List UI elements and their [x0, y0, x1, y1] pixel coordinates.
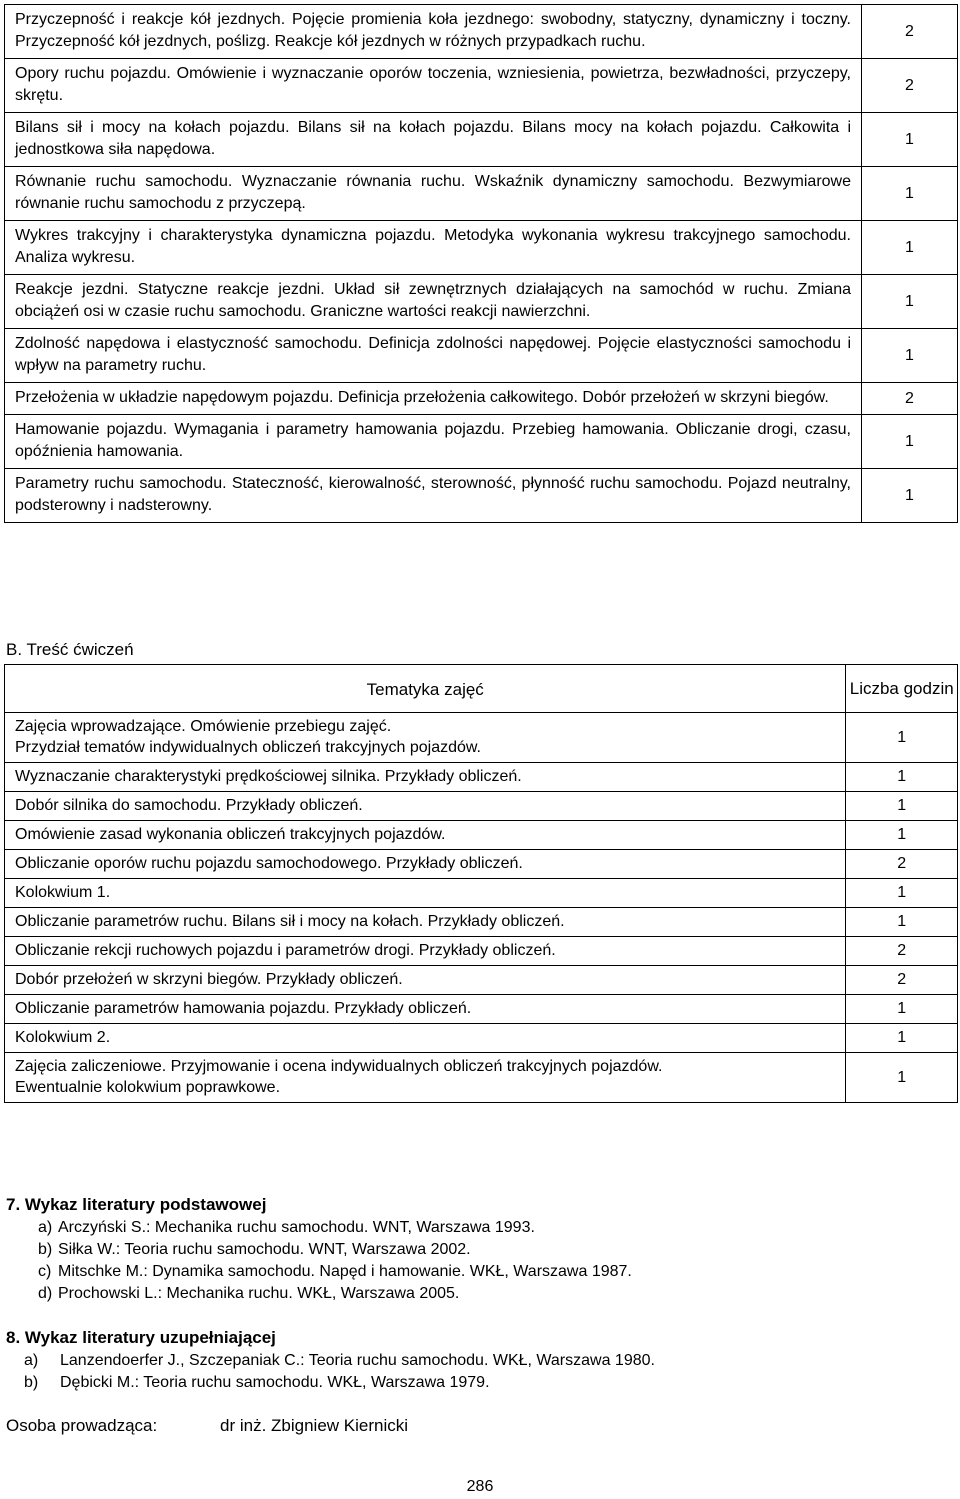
list-item-label: a) [24, 1352, 39, 1369]
section-b-title: B. Treść ćwiczeń [6, 640, 134, 659]
exercise-topic: Dobór przełożeń w skrzyni biegów. Przykłady obliczeń. [5, 966, 846, 995]
list-item-text: Lanzendoerfer J., Szczepaniak C.: Teoria ruchu samochodu. WKŁ, Warszawa 1980. [60, 1352, 655, 1369]
table-row [5, 59, 958, 113]
table-row [5, 937, 958, 966]
exercise-topic: Kolokwium 1. [5, 879, 846, 908]
table-row [5, 713, 958, 763]
lecture-hours: 1 [862, 221, 958, 275]
table-header-row [5, 665, 958, 713]
list-item [6, 1239, 632, 1261]
list-item [6, 1217, 632, 1239]
lecture-topic: Wykres trakcyjny i charakterystyka dynamiczna pojazdu. Metodyka wykonania wykresu trakcyjnego samochodu. Analiza wykresu. [5, 221, 862, 275]
literature-basic [6, 1195, 632, 1305]
exercise-hours: 1 [846, 1024, 958, 1053]
list-item [6, 1372, 655, 1394]
table-row [5, 850, 958, 879]
table-row [5, 879, 958, 908]
leader-label: Osoba prowadząca: [6, 1416, 158, 1435]
table-row [5, 995, 958, 1024]
lecture-hours: 1 [862, 415, 958, 469]
exercise-topic: Obliczanie parametrów hamowania pojazdu. Przykłady obliczeń. [5, 995, 846, 1024]
lecture-hours: 1 [862, 113, 958, 167]
exercise-hours: 1 [846, 763, 958, 792]
table-row [5, 908, 958, 937]
course-leader [6, 1416, 408, 1436]
exercise-topic: Kolokwium 2. [5, 1024, 846, 1053]
lecture-topic: Opory ruchu pojazdu. Omówienie i wyznaczanie oporów toczenia, wzniesienia, powietrza, bezwładności, przyczepy, skrętu. [5, 59, 862, 113]
lecture-topic: Równanie ruchu samochodu. Wyznaczanie równania ruchu. Wskaźnik dynamiczny samochodu. Bezwymiarowe równanie ruchu samochodu z przyczepą. [5, 167, 862, 221]
lecture-topics-table [4, 4, 958, 523]
list-item-text: Arczyński S.: Mechanika ruchu samochodu. WNT, Warszawa 1993. [58, 1219, 535, 1236]
table-row [5, 415, 958, 469]
list-item-text: Siłka W.: Teoria ruchu samochodu. WNT, Warszawa 2002. [58, 1241, 471, 1258]
lecture-hours: 1 [862, 167, 958, 221]
list-item [6, 1283, 632, 1305]
list-item-label: b) [38, 1241, 53, 1258]
lecture-topic: Reakcje jezdni. Statyczne reakcje jezdni. Układ sił zewnętrznych działających na samochód w ruchu. Zmiana obciążeń osi w czasie ruchu samochodu. Graniczne wartości reakcji nawierzchni. [5, 275, 862, 329]
lecture-hours: 2 [862, 5, 958, 59]
exercise-hours: 2 [846, 966, 958, 995]
lecture-hours: 1 [862, 275, 958, 329]
literature-extra [6, 1328, 655, 1394]
header-topic: Tematyka zajęć [5, 665, 846, 713]
list-item [6, 1350, 655, 1372]
table-row [5, 469, 958, 523]
table-row [5, 792, 958, 821]
exercise-topic: Wyznaczanie charakterystyki prędkościowej silnika. Przykłady obliczeń. [5, 763, 846, 792]
exercise-topic: Omówienie zasad wykonania obliczeń trakcyjnych pojazdów. [5, 821, 846, 850]
table-row [5, 167, 958, 221]
exercise-topic: Zajęcia zaliczeniowe. Przyjmowanie i ocena indywidualnych obliczeń trakcyjnych pojazdów. Ewentualnie kolokwium poprawkowe. [5, 1053, 846, 1103]
list-item-label: a) [38, 1219, 53, 1236]
lecture-hours: 2 [862, 383, 958, 415]
page-number: 286 [466, 1478, 494, 1495]
literature-extra-title: 8. Wykaz literatury uzupełniającej [6, 1328, 276, 1347]
exercise-hours: 1 [846, 792, 958, 821]
exercise-topic: Dobór silnika do samochodu. Przykłady obliczeń. [5, 792, 846, 821]
list-item-label: d) [38, 1285, 53, 1302]
literature-basic-title: 7. Wykaz literatury podstawowej [6, 1195, 267, 1214]
list-item-text: Dębicki M.: Teoria ruchu samochodu. WKŁ, Warszawa 1979. [60, 1374, 490, 1391]
lecture-hours: 1 [862, 329, 958, 383]
table-row [5, 1053, 958, 1103]
lecture-hours: 1 [862, 469, 958, 523]
lecture-hours: 2 [862, 59, 958, 113]
exercise-topic: Obliczanie parametrów ruchu. Bilans sił i mocy na kołach. Przykłady obliczeń. [5, 908, 846, 937]
list-item-label: b) [24, 1374, 39, 1391]
list-item-label: c) [38, 1263, 52, 1280]
table-row [5, 275, 958, 329]
table-row [5, 821, 958, 850]
list-item-text: Prochowski L.: Mechanika ruchu. WKŁ, Warszawa 2005. [58, 1285, 460, 1302]
exercise-topic: Obliczanie rekcji ruchowych pojazdu i parametrów drogi. Przykłady obliczeń. [5, 937, 846, 966]
header-hours: Liczba godzin [846, 665, 958, 713]
table-row [5, 329, 958, 383]
table-row [5, 1024, 958, 1053]
exercise-hours: 1 [846, 1053, 958, 1103]
lecture-topic: Przyczepność i reakcje kół jezdnych. Pojęcie promienia koła jezdnego: swobodny, statyczny, dynamiczny i toczny. Przyczepność kół jezdnych, poślizg. Reakcje kół jezdnych w różnych przypadkach ruchu. [5, 5, 862, 59]
list-item-text: Mitschke M.: Dynamika samochodu. Napęd i hamowanie. WKŁ, Warszawa 1987. [58, 1263, 632, 1280]
exercise-hours: 1 [846, 908, 958, 937]
lecture-topic: Parametry ruchu samochodu. Stateczność, kierowalność, sterowność, płynność ruchu samochodu. Pojazd neutralny, podsterowny i nadsterowny. [5, 469, 862, 523]
list-item [6, 1261, 632, 1283]
lecture-topic: Przełożenia w układzie napędowym pojazdu. Definicja przełożenia całkowitego. Dobór przełożeń w skrzyni biegów. [5, 383, 862, 415]
exercise-topic: Obliczanie oporów ruchu pojazdu samochodowego. Przykłady obliczeń. [5, 850, 846, 879]
exercise-hours: 1 [846, 879, 958, 908]
exercise-hours: 2 [846, 850, 958, 879]
table-row [5, 113, 958, 167]
lecture-topic: Zdolność napędowa i elastyczność samochodu. Definicja zdolności napędowej. Pojęcie elastyczności samochodu i wpływ na parametry ruchu. [5, 329, 862, 383]
exercise-hours: 1 [846, 713, 958, 763]
table-row [5, 966, 958, 995]
table-row [5, 5, 958, 59]
exercise-topics-table [4, 664, 958, 1103]
exercise-hours: 2 [846, 937, 958, 966]
exercise-hours: 1 [846, 995, 958, 1024]
table-row [5, 221, 958, 275]
leader-name: dr inż. Zbigniew Kiernicki [220, 1416, 409, 1435]
table-row [5, 763, 958, 792]
lecture-topic: Hamowanie pojazdu. Wymagania i parametry hamowania pojazdu. Przebieg hamowania. Obliczanie drogi, czasu, opóźnienia hamowania. [5, 415, 862, 469]
table-row [5, 383, 958, 415]
exercise-topic: Zajęcia wprowadzające. Omówienie przebiegu zajęć. Przydział tematów indywidualnych obliczeń trakcyjnych pojazdów. [5, 713, 846, 763]
exercise-hours: 1 [846, 821, 958, 850]
lecture-topic: Bilans sił i mocy na kołach pojazdu. Bilans sił na kołach pojazdu. Bilans mocy na kołach pojazdu. Całkowita i jednostkowa siła napędowa. [5, 113, 862, 167]
